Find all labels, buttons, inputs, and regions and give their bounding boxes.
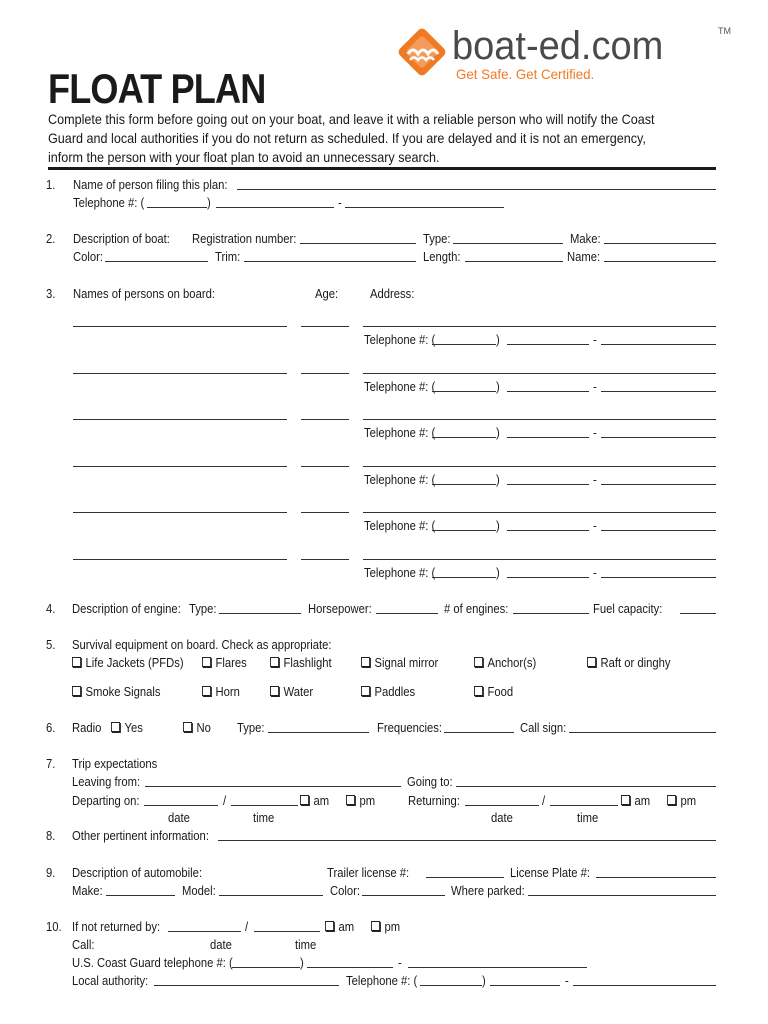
brand-name: boat-ed.com	[452, 24, 664, 68]
item-number: 4.	[46, 602, 56, 616]
name-filing-field[interactable]	[237, 189, 716, 190]
where-parked-field[interactable]	[528, 895, 716, 896]
boat-length-field[interactable]	[465, 261, 563, 262]
person-address-field[interactable]	[363, 373, 716, 374]
person-address-field[interactable]	[363, 466, 716, 467]
auto-color-field[interactable]	[362, 895, 445, 896]
checkbox-icon	[346, 795, 355, 805]
intro-text: Complete this form before going out on your boat, and leave it with a reliable person who will notify the Coast Guard and local authorities if you do not return as scheduled. If you are delayed and it is not an emergency, inform the person with your float plan to avoid an unnecessary search.	[48, 111, 655, 165]
item-number: 2.	[46, 232, 56, 246]
paren-close: )	[207, 196, 211, 210]
paren-close: )	[482, 974, 486, 988]
equipment-checkbox[interactable]	[474, 656, 536, 671]
other-info-field[interactable]	[218, 840, 716, 841]
label-survival: Survival equipment on board. Check as appropriate:	[72, 638, 332, 652]
departing-time-field[interactable]	[231, 805, 298, 806]
label-telephone: Telephone #: (	[364, 380, 436, 394]
caption-time: time	[253, 811, 275, 825]
label-age: Age:	[315, 287, 339, 301]
auto-model-field[interactable]	[219, 895, 323, 896]
num-engines-field[interactable]	[513, 613, 589, 614]
boat-color-field[interactable]	[105, 261, 208, 262]
trailer-license-field[interactable]	[426, 877, 504, 878]
equipment-checkbox[interactable]	[202, 656, 247, 671]
item-number: 6.	[46, 721, 56, 735]
equipment-checkbox[interactable]	[270, 685, 313, 700]
checkbox-icon	[72, 686, 81, 696]
checkbox-icon	[202, 657, 211, 667]
person-prefix-field[interactable]	[507, 391, 589, 392]
checkbox-icon	[111, 722, 120, 732]
label-name: Name:	[567, 250, 601, 264]
person-name-field[interactable]	[73, 559, 287, 560]
paren-close: )	[496, 473, 500, 487]
return-am-checkbox[interactable]: am	[621, 794, 650, 809]
person-prefix-field[interactable]	[507, 577, 589, 578]
header-rule	[48, 167, 716, 170]
depart-am-checkbox[interactable]: am	[300, 794, 329, 809]
item-number: 8.	[46, 829, 56, 843]
person-area-code-field[interactable]	[432, 484, 496, 485]
dash: -	[593, 566, 597, 580]
label-uscg-telephone: U.S. Coast Guard telephone #: (	[72, 956, 233, 970]
caption-date: date	[491, 811, 513, 825]
label-telephone: Telephone #: (	[364, 426, 436, 440]
phone-line-field[interactable]	[345, 207, 504, 208]
label-if-not-returned: If not returned by:	[72, 920, 161, 934]
person-prefix-field[interactable]	[507, 530, 589, 531]
paren-close: )	[496, 426, 500, 440]
equipment-checkbox[interactable]	[202, 685, 240, 700]
person-name-field[interactable]	[73, 419, 287, 420]
person-age-field[interactable]	[301, 326, 349, 327]
engine-type-field[interactable]	[219, 613, 301, 614]
label-names-on-board: Names of persons on board:	[73, 287, 215, 301]
label-radio: Radio	[72, 721, 102, 735]
slash: /	[223, 794, 227, 808]
checkbox-icon	[474, 657, 483, 667]
label-telephone: Telephone #: (	[364, 333, 436, 347]
checkbox-icon	[621, 795, 630, 805]
license-plate-field[interactable]	[596, 877, 716, 878]
dash: -	[593, 426, 597, 440]
paren-close: )	[496, 333, 500, 347]
checkbox-icon	[474, 686, 483, 696]
not-returned-date-field[interactable]	[168, 931, 241, 932]
not-returned-am-checkbox[interactable]: am	[325, 920, 354, 935]
checkbox-icon	[325, 921, 334, 931]
label-leaving-from: Leaving from:	[72, 775, 141, 789]
horsepower-field[interactable]	[376, 613, 438, 614]
item-number: 3.	[46, 287, 56, 301]
equipment-label: Horn	[215, 685, 240, 699]
not-returned-time-field[interactable]	[254, 931, 320, 932]
boat-make-field[interactable]	[604, 243, 716, 244]
local-line-field[interactable]	[573, 985, 716, 986]
going-to-field[interactable]	[456, 786, 716, 787]
label-engine-type: Type:	[189, 602, 217, 616]
label-num-engines: # of engines:	[444, 602, 509, 616]
item-number: 10.	[46, 920, 62, 934]
person-prefix-field[interactable]	[507, 344, 589, 345]
paren-close: )	[496, 380, 500, 394]
caption-date: date	[210, 938, 232, 952]
person-line-field[interactable]	[601, 530, 716, 531]
paren-close: )	[300, 956, 304, 970]
frequencies-field[interactable]	[444, 732, 514, 733]
person-address-field[interactable]	[363, 559, 716, 560]
label-telephone: Telephone #: (	[73, 196, 145, 210]
person-name-field[interactable]	[73, 512, 287, 513]
return-pm-checkbox[interactable]: pm	[667, 794, 696, 809]
phone-prefix-field[interactable]	[216, 207, 334, 208]
label-desc-auto: Description of automobile:	[72, 866, 203, 880]
item-number: 5.	[46, 638, 56, 652]
label-call: Call:	[72, 938, 95, 952]
label-local-authority: Local authority:	[72, 974, 149, 988]
checkbox-icon	[587, 657, 596, 667]
equipment-label: Flashlight	[283, 656, 332, 670]
person-name-field[interactable]	[73, 373, 287, 374]
equipment-checkbox[interactable]	[587, 656, 671, 671]
checkbox-icon	[667, 795, 676, 805]
equipment-label: Paddles	[374, 685, 416, 699]
uscg-line-field[interactable]	[408, 967, 587, 968]
label-type: Type:	[423, 232, 451, 246]
equipment-checkbox[interactable]	[72, 656, 184, 671]
label-color: Color:	[73, 250, 104, 264]
paren-close: )	[496, 519, 500, 533]
person-area-code-field[interactable]	[432, 344, 496, 345]
person-prefix-field[interactable]	[507, 437, 589, 438]
dash: -	[593, 519, 597, 533]
person-area-code-field[interactable]	[432, 577, 496, 578]
boat-name-field[interactable]	[604, 261, 716, 262]
label-auto-make: Make:	[72, 884, 103, 898]
leaving-from-field[interactable]	[145, 786, 401, 787]
departing-date-field[interactable]	[144, 805, 218, 806]
radio-no-checkbox[interactable]: No	[183, 721, 211, 736]
item-number: 9.	[46, 866, 56, 880]
person-line-field[interactable]	[601, 577, 716, 578]
label-name-filing: Name of person filing this plan:	[73, 178, 228, 192]
checkbox-icon	[202, 686, 211, 696]
boat-type-field[interactable]	[453, 243, 563, 244]
person-address-field[interactable]	[363, 512, 716, 513]
label-trim: Trim:	[215, 250, 241, 264]
equipment-label: Anchor(s)	[487, 656, 537, 670]
checkbox-icon	[371, 921, 380, 931]
person-address-field[interactable]	[363, 419, 716, 420]
item-number: 1.	[46, 178, 56, 192]
equipment-checkbox[interactable]	[474, 685, 513, 700]
local-authority-field[interactable]	[154, 985, 339, 986]
label-telephone: Telephone #: (	[364, 519, 436, 533]
dash: -	[398, 956, 402, 970]
dash: -	[593, 473, 597, 487]
person-line-field[interactable]	[601, 391, 716, 392]
label-horsepower: Horsepower:	[308, 602, 372, 616]
equipment-label: Water	[283, 685, 314, 699]
uscg-area-code-field[interactable]	[232, 967, 300, 968]
paren-close: )	[496, 566, 500, 580]
person-age-field[interactable]	[301, 512, 349, 513]
brand-tagline: Get Safe. Get Certified.	[456, 66, 595, 82]
equipment-checkbox[interactable]	[270, 656, 332, 671]
label-returning: Returning:	[408, 794, 460, 808]
label-registration: Registration number:	[192, 232, 297, 246]
equipment-label: Raft or dinghy	[600, 656, 671, 670]
person-age-field[interactable]	[301, 373, 349, 374]
boat-ed-logo-icon	[396, 26, 450, 80]
person-line-field[interactable]	[601, 484, 716, 485]
label-desc-boat: Description of boat:	[73, 232, 170, 246]
checkbox-icon	[183, 722, 192, 732]
trademark: TM	[718, 26, 731, 36]
caption-time: time	[577, 811, 599, 825]
auto-make-field[interactable]	[106, 895, 175, 896]
label-other-info: Other pertinent information:	[72, 829, 209, 843]
returning-time-field[interactable]	[550, 805, 618, 806]
person-area-code-field[interactable]	[432, 391, 496, 392]
label-trip: Trip expectations	[72, 757, 158, 771]
checkbox-icon	[361, 686, 370, 696]
fuel-capacity-field[interactable]	[680, 613, 716, 614]
label-frequencies: Frequencies:	[377, 721, 443, 735]
area-code-field[interactable]	[147, 207, 207, 208]
slash: /	[245, 920, 249, 934]
label-where-parked: Where parked:	[451, 884, 525, 898]
dash: -	[565, 974, 569, 988]
person-prefix-field[interactable]	[507, 484, 589, 485]
equipment-label: Flares	[215, 656, 247, 670]
equipment-label: Life Jackets (PFDs)	[85, 656, 184, 670]
local-area-code-field[interactable]	[420, 985, 482, 986]
boat-trim-field[interactable]	[244, 261, 416, 262]
person-area-code-field[interactable]	[432, 437, 496, 438]
label-telephone: Telephone #: (	[364, 566, 436, 580]
person-name-field[interactable]	[73, 466, 287, 467]
label-going-to: Going to:	[407, 775, 453, 789]
label-call-sign: Call sign:	[520, 721, 567, 735]
label-model: Model:	[182, 884, 216, 898]
radio-yes-checkbox[interactable]: Yes	[111, 721, 143, 736]
slash: /	[542, 794, 546, 808]
person-name-field[interactable]	[73, 326, 287, 327]
dash: -	[593, 380, 597, 394]
label-auto-color: Color:	[330, 884, 361, 898]
person-line-field[interactable]	[601, 344, 716, 345]
checkbox-icon	[270, 686, 279, 696]
radio-type-field[interactable]	[268, 732, 369, 733]
not-returned-pm-checkbox[interactable]: pm	[371, 920, 400, 935]
person-age-field[interactable]	[301, 559, 349, 560]
equipment-checkbox[interactable]	[361, 656, 438, 671]
equipment-checkbox[interactable]	[72, 685, 161, 700]
depart-pm-checkbox[interactable]: pm	[346, 794, 375, 809]
returning-date-field[interactable]	[465, 805, 539, 806]
caption-time: time	[295, 938, 317, 952]
page-title: FLOAT PLAN	[48, 65, 266, 112]
equipment-checkbox[interactable]	[361, 685, 415, 700]
label-make: Make:	[570, 232, 601, 246]
checkbox-icon	[300, 795, 309, 805]
dash: -	[338, 196, 342, 210]
equipment-label: Smoke Signals	[85, 685, 161, 699]
label-radio-type: Type:	[237, 721, 265, 735]
label-license-plate: License Plate #:	[510, 866, 591, 880]
dash: -	[593, 333, 597, 347]
label-length: Length:	[423, 250, 461, 264]
registration-field[interactable]	[300, 243, 416, 244]
equipment-label: Food	[487, 685, 514, 699]
item-number: 7.	[46, 757, 56, 771]
person-age-field[interactable]	[301, 419, 349, 420]
label-desc-engine: Description of engine:	[72, 602, 181, 616]
label-local-telephone: Telephone #: (	[346, 974, 418, 988]
person-age-field[interactable]	[301, 466, 349, 467]
person-area-code-field[interactable]	[432, 530, 496, 531]
label-telephone: Telephone #: (	[364, 473, 436, 487]
person-address-field[interactable]	[363, 326, 716, 327]
call-sign-field[interactable]	[569, 732, 716, 733]
person-line-field[interactable]	[601, 437, 716, 438]
equipment-label: Signal mirror	[374, 656, 439, 670]
local-prefix-field[interactable]	[490, 985, 560, 986]
checkbox-icon	[270, 657, 279, 667]
checkbox-icon	[361, 657, 370, 667]
label-fuel-capacity: Fuel capacity:	[593, 602, 663, 616]
caption-date: date	[168, 811, 190, 825]
checkbox-icon	[72, 657, 81, 667]
label-address: Address:	[370, 287, 415, 301]
uscg-prefix-field[interactable]	[307, 967, 393, 968]
label-departing-on: Departing on:	[72, 794, 140, 808]
label-trailer-license: Trailer license #:	[327, 866, 410, 880]
